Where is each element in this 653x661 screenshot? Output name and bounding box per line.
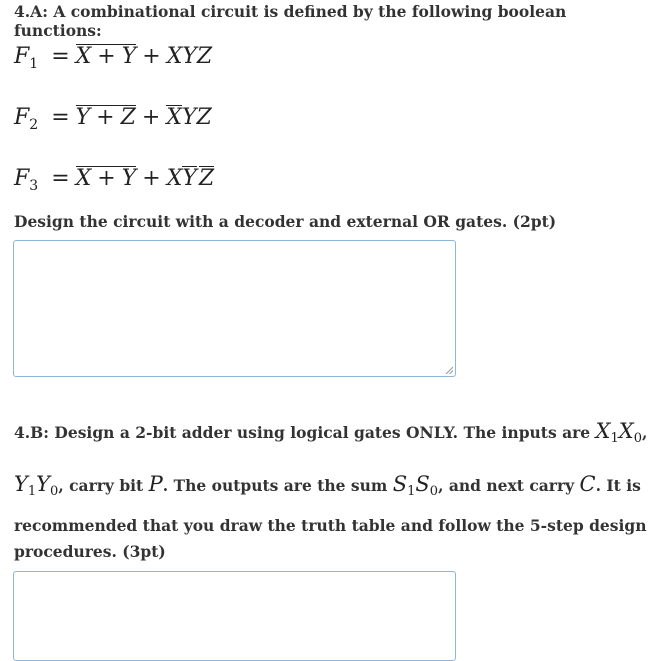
- text-outputs: . The outputs are the sum: [162, 476, 393, 495]
- f3-overline-group: [76, 166, 137, 190]
- x1-subscript: 1: [610, 431, 619, 446]
- f1-lhs: F: [14, 44, 30, 69]
- f1-plus-inner: +: [97, 44, 116, 69]
- f3-lhs: F: [14, 166, 30, 191]
- carry-p-symbol: P: [148, 472, 163, 496]
- f1-plus: +: [142, 44, 161, 69]
- f2-term-xbar: X: [166, 105, 182, 130]
- s0-subscript: 0: [429, 484, 439, 499]
- f3-term-zbar: Z: [198, 166, 215, 191]
- f2-term-yz: YZ: [182, 105, 212, 130]
- f3-plus: +: [142, 166, 161, 191]
- f1-equals: =: [51, 44, 70, 69]
- y0-symbol: Y: [36, 472, 51, 496]
- f3-term-y: Y: [121, 166, 137, 191]
- question-4a-title: 4.A: A combinational circuit is defined by the following boolean functions:: [14, 2, 567, 40]
- x0-subscript: 0: [633, 431, 643, 446]
- f2-overline-group: [76, 105, 136, 129]
- y1-subscript: 1: [27, 484, 37, 499]
- output-sum: [392, 472, 439, 499]
- f1-overline-group: [76, 44, 137, 68]
- question-4b-line4: procedures. (3pt): [14, 542, 166, 561]
- f1-subscript: 1: [29, 56, 39, 72]
- carry-c-symbol: C: [579, 472, 596, 496]
- f2-plus-inner: +: [96, 105, 115, 130]
- f1-term-y: Y: [121, 44, 137, 69]
- s0-symbol: S: [415, 472, 430, 496]
- s1-symbol: S: [392, 472, 408, 496]
- answer-4b-textarea[interactable]: [13, 571, 456, 661]
- question-4b-line3: recommended that you draw the truth table and follow the 5-step design: [14, 516, 647, 535]
- input-y: [14, 472, 59, 499]
- answer-4a-textarea[interactable]: [13, 240, 456, 377]
- y1-symbol: Y: [14, 472, 28, 496]
- f1-term-xyz: XYZ: [166, 44, 213, 69]
- x0-symbol: X: [618, 419, 634, 443]
- f2-term-y: Y: [75, 105, 91, 130]
- f3-plus-inner: +: [97, 166, 116, 191]
- f3-term-ybar: Y: [182, 166, 197, 191]
- text-next-carry: , and next carry: [438, 476, 580, 495]
- f1-term-x: X: [75, 44, 92, 69]
- equation-f3: [14, 166, 214, 194]
- f3-subscript: 3: [29, 178, 39, 194]
- y0-subscript: 0: [50, 484, 59, 499]
- question-4b-line2: [14, 472, 641, 499]
- f2-term-z: Z: [120, 105, 136, 130]
- question-4a-instruction: Design the circuit with a decoder and external OR gates. (2pt): [14, 212, 557, 231]
- f3-term-x2: X: [166, 166, 183, 191]
- input-x1: [595, 419, 643, 446]
- text-it-is: . It is: [595, 476, 641, 495]
- equation-f1: [14, 44, 212, 72]
- f2-plus: +: [141, 105, 161, 130]
- question-4b-intro: 4.B: Design a 2-bit adder using logical gates ONLY. The inputs are: [14, 423, 596, 442]
- equation-f2: [14, 105, 212, 133]
- f2-subscript: 2: [29, 117, 39, 133]
- question-4b-line1: [14, 419, 647, 446]
- s1-subscript: 1: [407, 484, 416, 499]
- f3-equals: =: [51, 166, 70, 191]
- text-carry-bit: , carry bit: [58, 476, 149, 495]
- comma: ,: [642, 423, 648, 442]
- x1-symbol: X: [595, 419, 611, 443]
- f2-lhs: F: [14, 105, 30, 130]
- f3-term-x: X: [75, 166, 92, 191]
- f2-equals: =: [51, 105, 70, 130]
- resize-handle-icon[interactable]: [445, 366, 453, 374]
